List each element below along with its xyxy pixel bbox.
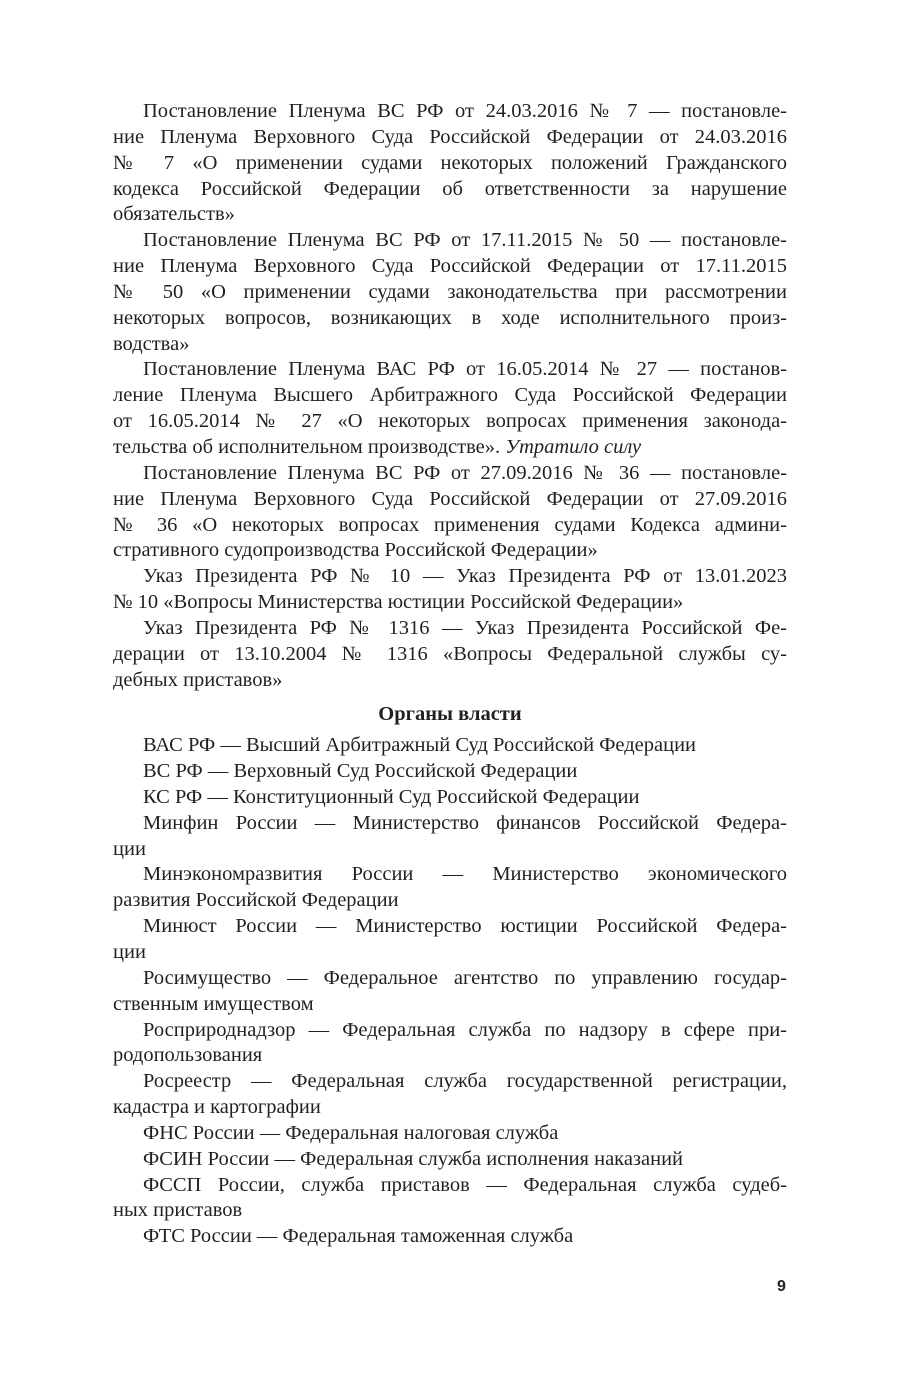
line-text: обязательств» <box>113 203 235 226</box>
line-text: от 16.05.2014 № 27 «О некоторых вопросах применения законода- <box>113 410 787 433</box>
text-line <box>113 1147 787 1173</box>
text-line <box>113 642 787 668</box>
line-text: Минэкономразвития России — Министерство экономического <box>143 863 787 886</box>
text-line <box>113 914 787 940</box>
text-line <box>113 538 787 564</box>
document-reference-entry <box>113 461 787 564</box>
line-text: Постановление Пленума ВС РФ от 17.11.2015 № 50 — постановле- <box>143 229 787 252</box>
line-text: тельства об исполнительном производстве». <box>113 435 501 458</box>
text-line <box>113 202 787 228</box>
abbreviation-entry <box>113 966 787 1018</box>
text-line <box>113 383 787 409</box>
text-line <box>113 125 787 151</box>
abbreviation-entry <box>113 785 787 811</box>
line-text: Указ Президента РФ № 1316 — Указ Президента Российской Фе- <box>143 616 787 639</box>
text-line <box>113 228 787 254</box>
document-reference-entry <box>113 99 787 228</box>
text-line <box>113 177 787 203</box>
document-reference-entry <box>113 616 787 694</box>
text-line <box>113 435 787 461</box>
text-line <box>113 992 787 1018</box>
line-text: ции <box>113 837 146 860</box>
line-text: развития Российской Федерации <box>113 889 399 912</box>
text-line <box>113 487 787 513</box>
text-line <box>113 564 787 590</box>
abbreviation-entry <box>113 811 787 863</box>
line-text: ние Пленума Верховного Суда Российской Федерации от 24.03.2016 <box>113 125 787 148</box>
line-text: Постановление Пленума ВС РФ от 27.09.2016 № 36 — постановле- <box>143 461 787 484</box>
abbreviation-entry <box>113 1147 787 1173</box>
status-note: Утратило силу <box>505 435 642 458</box>
text-line <box>113 966 787 992</box>
text-line <box>113 733 787 759</box>
text-line <box>113 254 787 280</box>
line-text: ФТС России — Федеральная таможенная служба <box>143 1225 574 1248</box>
abbreviation-entry <box>113 1121 787 1147</box>
text-line <box>113 1198 787 1224</box>
line-text: ФССП России, служба приставов — Федеральная служба судеб- <box>143 1173 787 1196</box>
section-heading: Органы власти <box>378 703 522 726</box>
line-text: стративного судопроизводства Российской Федерации» <box>113 539 598 562</box>
text-line <box>113 332 787 358</box>
document-reference-entry <box>113 357 787 460</box>
document-reference-entry <box>113 228 787 357</box>
text-line <box>113 461 787 487</box>
text-line <box>113 306 787 332</box>
line-text: некоторых вопросов, возникающих в ходе исполнительного произ- <box>113 306 787 329</box>
text-line <box>113 1018 787 1044</box>
line-text: Указ Президента РФ № 10 — Указ Президента РФ от 13.01.2023 <box>143 565 787 588</box>
text-line <box>113 837 787 863</box>
line-text: № 10 «Вопросы Министерства юстиции Российской Федерации» <box>113 591 684 614</box>
abbreviation-entry <box>113 1018 787 1070</box>
text-line <box>113 409 787 435</box>
line-text: Росприроднадзор — Федеральная служба по надзору в сфере при- <box>143 1018 787 1041</box>
line-text: дебных приставов» <box>113 668 283 691</box>
line-text: Росреестр — Федеральная служба государственной регистрации, <box>143 1070 787 1093</box>
line-text: ФНС России — Федеральная налоговая служба <box>143 1121 559 1144</box>
abbreviation-entry <box>113 862 787 914</box>
abbreviation-entry <box>113 1224 787 1250</box>
text-line <box>113 1224 787 1250</box>
abbreviation-entry <box>113 1069 787 1121</box>
abbreviation-entry <box>113 1173 787 1225</box>
line-text: Минюст России — Министерство юстиции Российской Федера- <box>143 915 787 938</box>
document-reference-entry <box>113 564 787 616</box>
line-text: Росимущество — Федеральное агентство по управлению государ- <box>143 966 787 989</box>
text-line <box>113 668 787 694</box>
line-text: № 36 «О некоторых вопросах применения судами Кодекса админи- <box>113 513 787 536</box>
line-text: Постановление Пленума ВС РФ от 24.03.2016 № 7 — постановле- <box>143 100 787 122</box>
text-line <box>113 1043 787 1069</box>
abbreviation-entry <box>113 759 787 785</box>
line-text: кадастра и картографии <box>113 1096 321 1119</box>
line-text: ВАС РФ — Высший Арбитражный Суд Российской Федерации <box>143 734 697 757</box>
text-line <box>113 1069 787 1095</box>
text-line <box>113 940 787 966</box>
text-line <box>113 590 787 616</box>
abbreviation-entry <box>113 733 787 759</box>
line-text: № 50 «О применении судами законодательства при рассмотрении <box>113 280 787 303</box>
text-line <box>113 1121 787 1147</box>
line-text: ственным имуществом <box>113 992 314 1015</box>
text-line <box>113 888 787 914</box>
line-text: ние Пленума Верховного Суда Российской Федерации от 17.11.2015 <box>113 255 787 278</box>
page-body <box>113 99 787 1250</box>
line-text: ление Пленума Высшего Арбитражного Суда Российской Федерации <box>113 384 787 407</box>
page-number: 9 <box>777 1278 786 1295</box>
text-line <box>113 862 787 888</box>
line-text: Минфин России — Министерство финансов Российской Федера- <box>143 811 787 834</box>
line-text: ции <box>113 941 146 963</box>
text-line <box>113 811 787 837</box>
text-line <box>113 280 787 306</box>
line-text: ФСИН России — Федеральная служба исполнения наказаний <box>143 1147 684 1170</box>
line-text: родопользования <box>113 1044 263 1067</box>
line-text: № 7 «О применении судами некоторых положений Гражданского <box>113 151 787 174</box>
text-line <box>113 1095 787 1121</box>
text-line <box>113 616 787 642</box>
line-text: водства» <box>113 332 190 355</box>
line-text: ных приставов <box>113 1199 243 1222</box>
abbreviation-entry <box>113 914 787 966</box>
text-line <box>113 151 787 177</box>
text-line <box>113 1173 787 1199</box>
text-line <box>113 785 787 811</box>
text-line <box>113 357 787 383</box>
text-line <box>113 99 787 125</box>
line-text: КС РФ — Конституционный Суд Российской Федерации <box>143 785 640 808</box>
line-text: кодекса Российской Федерации об ответственности за нарушение <box>113 177 787 200</box>
line-text: Постановление Пленума ВАС РФ от 16.05.2014 № 27 — постанов- <box>143 358 787 381</box>
line-text: дерации от 13.10.2004 № 1316 «Вопросы Федеральной службы су- <box>113 642 787 665</box>
text-line <box>113 513 787 539</box>
line-text: ВС РФ — Верховный Суд Российской Федерации <box>143 760 578 783</box>
text-line <box>113 759 787 785</box>
line-text: ние Пленума Верховного Суда Российской Федерации от 27.09.2016 <box>113 487 787 510</box>
